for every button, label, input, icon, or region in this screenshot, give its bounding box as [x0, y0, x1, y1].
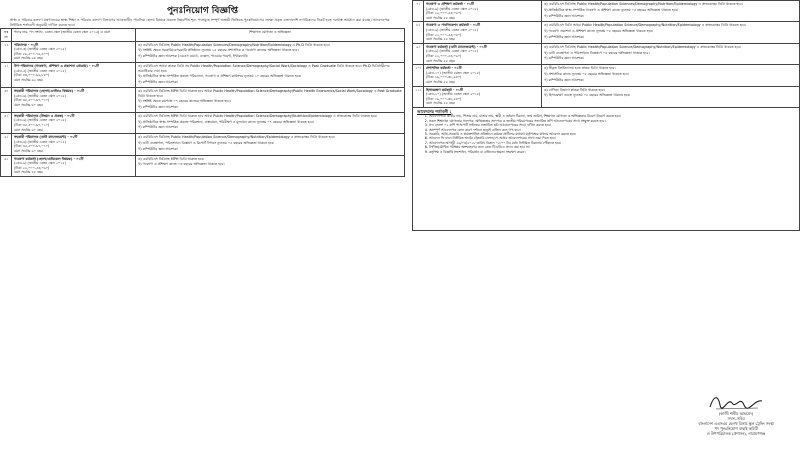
post-cell	[424, 1, 542, 22]
post-grade: (গ্রেড-১০) (জাতীয় বেতন স্কেল ২০১৫)	[426, 70, 481, 75]
table-row	[1, 62, 405, 87]
qualification-item: ক) এমবিবিএস ডিগ্রিসহ Public Health/Population Sciences/Demography/Nutrition/Epidemiology এ Ph.D ডিগ্রি থাকতে হবে।	[138, 42, 330, 47]
post-age: বয়স সর্বোচ্চ ৫৫ বছর	[426, 79, 455, 84]
post-name: গবেষণা কর্মকর্তা (ডাটা ম্যানেজমেন্ট) - ০১টি	[426, 44, 487, 49]
qualification-cell	[136, 155, 405, 176]
qualification-item: গ) কম্পিউটার জ্ঞান আবশ্যক।	[138, 105, 179, 110]
qualification-item: খ) গবেষণা ও প্রশিক্ষণ কাজে ০৩ বছরের অভিজ্ঞতা থাকতে হবে।	[138, 162, 225, 167]
header-serial: ক্রঃ নং	[1, 29, 12, 41]
table-row	[413, 43, 800, 64]
post-grade: (গ্রেড-৫) (জাতীয় বেতন স্কেল ২০১৫)	[14, 68, 66, 73]
post-name: সহকারী পরিচালক (ডাটা ম্যানেজমেন্ট) - ০১টি	[14, 135, 78, 140]
header-post: পদের নাম, পদ সংখ্যা, বেতন স্কেল (জাতীয় বেতন স্কেল ২০১৫) ও বয়স	[12, 29, 136, 41]
post-pay: (টাকা ২২,০০০-৫৩,০৬০)	[426, 53, 462, 58]
condition-item: 5. সরকারি, আধা-সরকারি ও স্বায়ত্তশাসিত প্রতিষ্ঠানে কর্মরত প্রার্থীদের যথাযথ কর্তৃপক্ষের মাধ্যমে আবেদন করতে হবে।	[429, 132, 795, 136]
signatory-designation: সদস্য-সচিব	[727, 416, 745, 421]
condition-item: 4. অসম্পূর্ণ আবেদনপত্র কোন কারণ দর্শানো ছাড়াই বাতিল বলে গণ্য হবে।	[429, 128, 795, 132]
qualification-item: খ) সংশ্লিষ্ট ক্ষেত্রে সরকারি/বেসরকারি প্রতিষ্ঠানে ন্যূনতম ১৫ বছরের প্রশাসনিক ও গবেষণা কাজের অভিজ্ঞতা থাকতে হবে।	[138, 48, 299, 53]
qualification-item: খ) সংশ্লিষ্ট ক্ষেত্রে কমপক্ষে ০৭ বছরের কাজের অভিজ্ঞতা থাকতে হবে।	[138, 99, 231, 104]
right-table-body	[413, 1, 800, 108]
row-serial: ১১।	[413, 86, 424, 107]
qualification-cell	[136, 134, 405, 155]
qualification-cell	[542, 65, 800, 86]
left-table-body	[1, 41, 405, 176]
post-name: গবেষণা কর্মকর্তা (হেলথ/মেডিকেল বিষয়ক) - ০১টি	[14, 156, 84, 161]
qualification-item: খ) ডাটা ব্যবস্থাপনা ও পরিসংখ্যান বিশ্লেষণে ০৫ বছরের অভিজ্ঞতা থাকতে হবে।	[544, 50, 650, 55]
posts-table-left	[0, 28, 405, 177]
row-serial: ৯।	[413, 43, 424, 64]
qualification-item: ক) এমবিবিএস ডিগ্রি অথবা Public Health/Population Science/Demography/Nutrition/Epidemiology এ স্নাতকোত্তর ডিগ্রি থাকতে হবে।	[544, 23, 746, 28]
condition-item: 3. সদ্য তোলা ০২ কপি পাসপোর্ট সাইজের সত্যায়িত ছবি আবেদনপত্রের সাথে দাখিল করতে হবে।	[429, 123, 795, 127]
post-age: বয়স সর্বোচ্চ ৫৫ বছর	[426, 58, 455, 63]
post-cell	[12, 62, 136, 87]
intro-paragraph: স্বাস্থ্য ও পরিবার কল্যাণ মন্ত্রণালয়ের স্বাস্থ্য শিক্ষা ও পরিবার কল্যাণ বিভাগের আওতাধীন পাবলিক হেলথ বিষয়ক প্রকল্পে নিম্নবর্ণিত শূন্য পদসমূহে সম্পূর্ণ অস্থায়ী ভিত্তিতে পুনঃনিয়োগের লক্ষ্যে প্রকৃত বাংলাদেশি নাগরিকদের নিকট হতে দরখাস্ত আহ্বান করা যাচ্ছে। আবেদনপত্র নির্ধারিত শর্তাবলী অনুযায়ী দাখিল করতে হবে।	[10, 18, 390, 28]
post-name: গবেষণা ও পাবলিকেশন কর্মকর্তা - ০১টি	[426, 23, 480, 28]
conditions-section	[412, 108, 800, 231]
qualification-item: ক) স্বীকৃত বিশ্ববিদ্যালয় হতে স্নাতক ডিগ্রি থাকতে হবে।	[544, 66, 616, 71]
post-cell	[12, 87, 136, 112]
table-row	[413, 65, 800, 86]
qualification-cell	[542, 1, 800, 22]
qualification-item: খ) প্রাতিষ্ঠানিক স্বাস্থ্য সম্পর্কিত প্রকল্পে পরিচালনা, গবেষণা ও প্রশিক্ষণ কার্যক্রমে ন্যূনতম ১০ বছরের অভিজ্ঞতা থাকতে হবে।	[138, 74, 302, 79]
post-cell	[12, 155, 136, 176]
table-row	[413, 1, 800, 22]
qualification-item: গ) কম্পিউটার জ্ঞান আবশ্যক।	[138, 80, 179, 85]
table-row	[413, 86, 800, 107]
qualification-item: খ) হিসাবরক্ষণ কাজে ন্যূনতম ০৫ বছরের অভিজ্ঞতা থাকতে হবে।	[544, 93, 631, 98]
qualification-item: গ) কম্পিউটার জ্ঞান আবশ্যক (এমএস ওয়ার্ড, এক্সেল, পাওয়ার পয়েন্ট, ইন্টারনেট)।	[138, 54, 249, 59]
post-pay: (টাকা ১৬,০০০-৩৮,৬৪০)	[426, 96, 462, 101]
post-name: প্রশাসনিক কর্মকর্তা - ০১টি	[426, 66, 462, 71]
post-pay: (টাকা ৫৬,৫০০-৭৪,৪০০)	[14, 51, 50, 56]
qualification-item: ক) এমবিবিএস ডিগ্রিসহ Public Health/Population Science/Demography/Nutrition/Epidemiology এ স্নাতকোত্তর ডিগ্রি থাকতে হবে।	[544, 44, 741, 49]
signatory-office: বাংলাদেশ এএসএম হেলথ রিসার্চ স্কুল ট্রেনিং সংস্থা	[698, 421, 774, 426]
post-cell	[424, 43, 542, 64]
qualification-item: ক) এমবিবিএস ডিগ্রিসহ MPH ডিগ্রি থাকতে হবে অথবা Public Health/Population Science/Demography/Public Health Economics/Social Work/Sociology এ Post Graduate ডিগ্রি থাকতে হবে।	[138, 88, 402, 98]
qualification-item: গ) কম্পিউটার জ্ঞান আবশ্যক।	[544, 56, 585, 61]
qualification-item: খ) গবেষণা প্রকাশনা ও প্রশিক্ষণ কাজে ন্যূনতম ০৫ বছরের অভিজ্ঞতা থাকতে হবে।	[544, 29, 654, 34]
post-pay: (টাকা ২২,০০০-৫৩,০৬০)	[14, 165, 50, 170]
condition-item: 7. আবেদনপত্র আগামী ২৬/০৩/২০১৮ তারিখ বিকাল ০৫:০০ টার মধ্যে নির্ধারিত ঠিকানায় পৌঁছাতে হবে।	[429, 141, 795, 145]
post-age: বয়স সর্বোচ্চ ৫৫ বছর	[426, 15, 455, 20]
qualification-item: গ) কম্পিউটার জ্ঞান আবশ্যক।	[544, 34, 585, 39]
conditions-list	[417, 114, 795, 154]
row-serial: ৫।	[1, 134, 12, 155]
post-name: হিসাবরক্ষণ কর্মকর্তা - ০১টি	[426, 87, 463, 92]
post-grade: (গ্রেড-৬) (জাতীয় বেতন স্কেল ২০১৫)	[14, 118, 66, 123]
post-name: সহকারী পরিচালক (উন্নয়ন ও প্রকল্প) - ০১টি	[14, 113, 75, 118]
table-row	[1, 87, 405, 112]
row-serial: ৪।	[1, 112, 12, 133]
table-header	[1, 29, 405, 41]
qualification-cell	[542, 22, 800, 43]
row-serial: ৮।	[413, 22, 424, 43]
signature-block	[674, 393, 798, 436]
qualification-item: ক) এমবিবিএস ডিগ্রিসহ MPH ডিগ্রি থাকতে হবে অথবা Public Health/Population Science/Demography/Nutrition/Epidemiology এ স্নাতকোত্তর ডিগ্রি থাকতে হবে।	[138, 113, 378, 118]
post-age: বয়স সর্বোচ্চ ৬০ বছর	[14, 149, 43, 153]
post-name: সহকারী পরিচালক (হেলথ/এনজিও বিষয়ক) - ০১টি	[14, 88, 85, 93]
post-pay: (টাকা ৪৩,০০০-৬৯,৮৫০)	[14, 73, 50, 78]
post-cell	[12, 41, 136, 62]
page-title: পুনঃনিয়োগ বিজ্ঞপ্তি	[167, 6, 238, 16]
post-grade: (গ্রেড-৬) (জাতীয় বেতন স্কেল ২০১৫)	[14, 139, 66, 144]
table-row	[1, 112, 405, 133]
qualification-cell	[542, 43, 800, 64]
qualification-cell	[136, 87, 405, 112]
qualification-cell	[136, 62, 405, 87]
qualification-cell	[136, 41, 405, 62]
post-grade: (গ্রেড-৩) (জাতীয় বেতন স্কেল ২০১৫)	[14, 47, 66, 52]
post-age: বয়স সর্বোচ্চ ৫৫ বছর	[426, 37, 455, 42]
post-grade: (গ্রেড-৯) (জাতীয় বেতন স্কেল ২০১৫)	[14, 161, 66, 166]
post-name: পরিচালক - ০১টি	[14, 42, 38, 47]
qualification-item: ক) বাণিজ্য বিভাগে স্নাতক ডিগ্রি থাকতে হবে।	[544, 87, 605, 92]
post-grade: (গ্রেড-৯) (জাতীয় বেতন স্কেল ২০১৫)	[426, 6, 478, 11]
post-grade: (গ্রেড-৯) (জাতীয় বেতন স্কেল ২০১৫)	[426, 49, 478, 54]
post-age: বয়স সর্বোচ্চ ৫৫ বছর	[14, 170, 43, 175]
posts-table-right	[412, 0, 800, 108]
table-row	[1, 134, 405, 155]
post-grade: (গ্রেড-৯) (জাতীয় বেতন স্কেল ২০১৫)	[426, 27, 478, 32]
conditions-title: আবেদনের শর্তাবলী :	[417, 108, 452, 114]
post-age: বয়স সর্বোচ্চ ৫৫ বছর	[426, 101, 455, 106]
left-column	[0, 0, 405, 177]
post-pay: (টাকা ২২,০০০-৫৩,০৬০)	[426, 11, 462, 16]
table-row	[1, 155, 405, 176]
header-qualification: শিক্ষাগত যোগ্যতা ও অভিজ্ঞতা	[136, 29, 405, 41]
qualification-item: খ) ডাটা ব্যবস্থাপনা, পরিসংখ্যান বিশ্লেষণ ও রিপোর্ট লিখনে ন্যূনতম ০৫ বছরের অভিজ্ঞতা থাকতে হবে।	[138, 141, 275, 145]
post-grade: (গ্রেড-৬) (জাতীয় বেতন স্কেল ২০১৫)	[14, 93, 66, 98]
qualification-item: ক) এমবিবিএস ডিগ্রিসহ MPH ডিগ্রি থাকতে হবে।	[138, 156, 205, 161]
post-pay: (টাকা ২২,০০০-৫৩,০৬০)	[426, 32, 462, 37]
qualification-item: খ) প্রাতিষ্ঠানিক স্বাস্থ্য সম্পর্কিত গবেষণা ও প্রশিক্ষণ কাজে ন্যূনতম ০৫ বছরের অভিজ্ঞতা থাকতে হবে।	[544, 7, 679, 12]
post-pay: (টাকা ৩৫,৫০০-৬৭,০১০)	[14, 123, 50, 128]
table-row	[1, 41, 405, 62]
qualification-item: খ) প্রাতিষ্ঠানিক স্বাস্থ্য সম্পর্কিত প্রকল্পে পরিকল্পনা, বাস্তবায়ন, পরিবীক্ষণ ও মূল্যায়ন কাজে ন্যূনতম ০৭ বছরের অভিজ্ঞতা থাকতে হবে।	[138, 119, 314, 124]
qualification-item: গ) কম্পিউটার জ্ঞান আবশ্যক।	[544, 13, 585, 18]
signatory-location: ও উপপরিচালক (প্রশাসন), নারায়ণগঞ্জ	[706, 431, 766, 436]
post-age: বয়স সর্বোচ্চ ৬২ বছর	[14, 77, 43, 82]
post-pay: (টাকা ১৬,০০০-৩৮,৬৪০)	[426, 75, 462, 80]
qualification-item: ক) এমবিবিএস ডিগ্রিসহ Public Health/Population Science/Demography/Nutrition/Epidemiology এ স্নাতকোত্তর ডিগ্রি থাকতে হবে।	[138, 135, 335, 140]
qualification-cell	[542, 86, 800, 107]
post-pay: (টাকা ৩৫,৫০০-৬৭,০১০)	[14, 144, 50, 149]
row-serial: ৭।	[413, 1, 424, 22]
qualification-cell	[136, 112, 405, 133]
post-age: বয়স সর্বোচ্চ ৬৫ বছর	[14, 56, 43, 61]
row-serial: ২।	[1, 62, 12, 87]
condition-item: 8. লিখিত/মৌখিক পরীক্ষায় অংশগ্রহণের জন্য কোন টিএ/ডিএ প্রদান করা হবে না।	[429, 145, 795, 149]
signatory-name: (কাজী শামীম আহমেদ)	[718, 411, 754, 416]
condition-item: 2. সকল শিক্ষাগত যোগ্যতার সনদপত্র, অভিজ্ঞতার সনদপত্র ও জাতীয় পরিচয়পত্রের সত্যায়িত কপি আবেদনপত্রের সাথে সংযুক্ত করতে হবে।	[429, 119, 795, 123]
row-serial: ৩।	[1, 87, 12, 112]
signatory-committee: পদ পুনঃনিয়োগ বাছাই কমিটি	[714, 426, 758, 431]
qualification-item: খ) প্রশাসনিক কাজে ন্যূনতম ০৫ বছরের অভিজ্ঞতা থাকতে হবে।	[544, 71, 629, 76]
post-name: উপ-পরিচালক (গবেষণা, প্রশিক্ষণ ও প্রকাশনা প্রোগ্রাম) - ০১টি	[14, 63, 99, 68]
qualification-item: গ) কম্পিউটার জ্ঞান আবশ্যক।	[138, 125, 179, 130]
qualification-item: ক) এমবিবিএস ডিগ্রিসহ Public Health/Population Sciences/Demography/Nutrition/Epidemiology এ স্নাতকোত্তর ডিগ্রি থাকতে হবে।	[544, 2, 743, 6]
qualification-item: গ) কম্পিউটার জ্ঞান আবশ্যক।	[544, 77, 585, 82]
signature-image	[706, 393, 766, 411]
right-column	[412, 0, 800, 436]
post-cell	[12, 134, 136, 155]
post-age: বয়স সর্বোচ্চ ৬০ বছর	[14, 127, 43, 132]
row-serial: ১০।	[413, 65, 424, 86]
post-grade: (গ্রেড-১০) (জাতীয় বেতন স্কেল ২০১৫)	[426, 92, 481, 97]
condition-item: 9. কর্তৃপক্ষ এ বিজ্ঞপ্তি সংশোধন, পরিবর্তন বা বাতিলের ক্ষমতা সংরক্ষণ করেন।	[429, 150, 795, 154]
table-row	[413, 22, 800, 43]
post-cell	[424, 86, 542, 107]
post-cell	[12, 112, 136, 133]
post-pay: (টাকা ৩৫,৫০০-৬৭,০১০)	[14, 98, 50, 103]
condition-item: 1. আবেদনপত্রে প্রার্থীর নাম, পিতার নাম, মাতার নাম, স্থায়ী ও বর্তমান ঠিকানা, জন্ম তারিখ, শিক্ষাগত যোগ্যতা ও অভিজ্ঞতার বিবরণ উল্লেখ করতে হবে।	[429, 114, 795, 118]
post-cell	[424, 65, 542, 86]
post-name: গবেষণা ও প্রশিক্ষণ কর্মকর্তা - ০১টি	[426, 2, 474, 6]
row-serial: ১।	[1, 41, 12, 62]
qualification-item: গ) কম্পিউটার জ্ঞান আবশ্যক।	[138, 146, 179, 151]
qualification-item: ক) এমবিবিএস অথবা স্নাতক ডিগ্রি সহ Public Health/Population Science/Demography/Social Work/Sociology এ Post Graduate ডিগ্রি থাকতে হবে। Ph.D ডিগ্রিধারীদের অগ্রাধিকার দেয়া হবে।	[138, 63, 390, 73]
post-cell	[424, 22, 542, 43]
post-age: বয়স সর্বোচ্চ ৬০ বছর	[14, 102, 43, 107]
row-serial: ৬।	[1, 155, 12, 176]
condition-item: 6. আবেদন ফি বাবদ নির্ধারিত অর্থের ট্রেজারি চালান/পে-অর্ডার আবেদনপত্রের সাথে জমা দিতে হবে।	[429, 136, 795, 140]
